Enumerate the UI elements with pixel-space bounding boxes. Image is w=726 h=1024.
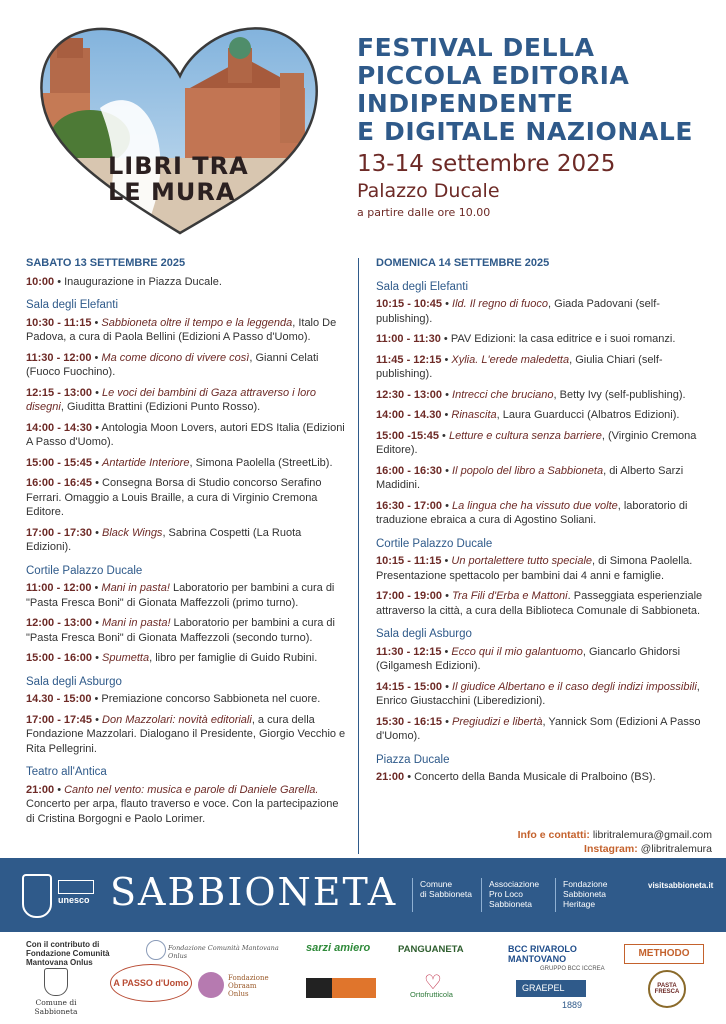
event-time: 10:15 - 11:15 — [376, 555, 442, 567]
event-time: 14.30 - 15:00 — [26, 693, 92, 705]
venue-heading: Sala degli Asburgo — [376, 628, 472, 640]
program-event: 17:00 - 17:45 • Don Mazzolari: novità editoriali, a cura della Fondazione Mazzolari. Dialogano il Presidente, Giorgio Vecchio e Rita Pellegrini. — [26, 713, 346, 755]
panguaneta-logo: PANGUANETA — [398, 944, 464, 955]
program-event: 15:30 - 16:15 • Pregiudizi e libertà, Yannick Som (Edizioni A Passo d'Uomo). — [376, 715, 701, 742]
event-title: Xylia. L'erede maledetta — [451, 353, 570, 366]
event-time: 10:15 - 10:45 — [376, 298, 443, 310]
banner-comune — [420, 879, 472, 899]
event-time: 17:00 - 19:00 — [376, 590, 443, 602]
event-title: Tra Fili d'Erba e Mattoni — [452, 590, 568, 602]
obraam-name: Fondazione Obraam Onlus — [228, 974, 269, 998]
event-time: 12:30 - 13:00 — [376, 388, 443, 401]
program-event: 14.30 - 15:00 • Premiazione concorso Sabbioneta nel cuore. — [26, 693, 321, 705]
event-title: Sabbioneta oltre il tempo e la leggenda — [101, 316, 293, 329]
website-link[interactable]: visitsabbioneta.it — [648, 881, 714, 890]
program-event: 11:45 - 12:15 • Xylia. L'erede maledetta, Giulia Chiari (self-publishing). — [376, 353, 663, 380]
banner-cell-line: Comune — [420, 879, 453, 889]
event-desc: , (Virginio Cremona Editore). — [376, 429, 697, 456]
logo-line-2: LE MURA — [108, 178, 236, 206]
column-divider — [358, 258, 359, 854]
contacts — [480, 828, 712, 856]
program-event: 10:15 - 11:15 • Un portalettere tutto speciale, di Simona Paolella. Presentazione spettacolo per bambini dai 4 anni e famiglie. — [376, 555, 693, 582]
program-event: 14:00 - 14:30 • Antologia Moon Lovers, autori EDS Italia (Edizioni A Passo d'Uomo). — [26, 421, 345, 448]
banner-separator — [481, 878, 482, 912]
event-time: 17:00 - 17:45 — [26, 713, 93, 726]
event-time: 10:30 - 11:15 — [26, 316, 92, 329]
sarzi-logo: sarzi amiero — [306, 942, 371, 954]
event-time: 11:00 - 11:30 — [376, 333, 441, 345]
title-line-2: PICCOLA EDITORIA — [357, 61, 630, 90]
event-time: 15:00 - 15:45 — [26, 456, 93, 469]
event-desc: , di Alberto Sarzi Madidini. — [376, 464, 684, 491]
event-desc: Premiazione concorso Sabbioneta nel cuore. — [101, 693, 321, 705]
event-desc: , libro per famiglie di Guido Rubini. — [149, 652, 318, 664]
obraam-logo-icon — [198, 972, 224, 998]
banner-cell-line: Associazione — [489, 879, 540, 889]
sabbioneta-crest-icon — [22, 874, 52, 918]
event-desc: , Simona Paolella (StreetLib). — [189, 456, 333, 469]
sunday-venues — [376, 280, 706, 785]
event-time: 11:30 - 12:00 — [26, 351, 92, 364]
event-title: Pregiudizi e libertà — [452, 715, 543, 728]
event-desc: , Giancarlo Ghidorsi (Gilgamesh Edizioni). — [376, 645, 681, 672]
event-desc: , Giada Padovani (self-publishing). — [376, 298, 660, 325]
event-title: Spumetta — [102, 652, 150, 664]
event-title: Il popolo del libro a Sabbioneta — [452, 464, 604, 477]
program-event: 11:30 - 12:15 • Ecco qui il mio galantuomo, Giancarlo Ghidorsi (Gilgamesh Edizioni). — [376, 645, 681, 672]
event-time: 16:30 - 17:00 — [376, 499, 443, 512]
event-title: Ecco qui il mio galantuomo — [451, 645, 583, 658]
event-time: 16:00 - 16:30 — [376, 464, 443, 477]
banner-separator — [412, 878, 413, 912]
bcc-group: GRUPPO BCC ICCREA — [540, 966, 605, 972]
banner-proloco — [489, 879, 539, 909]
program-event: 15:00 -15:45 • Letture e cultura senza barriere, (Virginio Cremona Editore). — [376, 429, 697, 456]
event-title: Mani in pasta! — [102, 617, 171, 629]
program-event: 15:00 - 16:00 • Spumetta, libro per famiglie di Guido Rubini. — [26, 652, 318, 664]
event-title: La lingua che ha vissuto due volte — [452, 499, 618, 512]
event-desc: . Passeggiata esperienziale attraverso la città, a cura della Biblioteca Comunale di Sabbioneta. — [376, 590, 703, 617]
graepel-year: 1889 — [562, 997, 586, 1014]
festival-start-time: a partire dalle ore 10.00 — [357, 206, 491, 219]
event-desc: , Gianni Celati (Fuoco Fuochino). — [26, 351, 319, 378]
banner-cell-line: di Sabbioneta — [420, 889, 472, 899]
event-desc: , a cura della Fondazione Mazzolari. Dialogano il Presidente, Giorgio Vecchio e Rita Pellegrini. — [26, 713, 346, 755]
instagram-handle[interactable]: @libritralemura — [640, 843, 712, 855]
event-time: 10:00 — [26, 275, 55, 288]
unesco-label: unesco — [58, 895, 90, 905]
event-desc: Concerto per arpa, flauto traverso e voce. Con la partecipazione di Cristina Borgogni e Paolo Lorimer. — [26, 798, 339, 825]
graepel-logo — [516, 980, 586, 1010]
unesco-temple-icon — [58, 880, 94, 894]
event-title: Intrecci che bruciano — [452, 388, 554, 401]
banner-cell-line: Heritage — [563, 899, 596, 909]
venue-heading: Sala degli Elefanti — [376, 280, 469, 293]
venue-heading: Teatro all'Antica — [26, 766, 107, 778]
sunday-program — [376, 256, 706, 791]
program-event: 11:00 - 11:30 • PAV Edizioni: la casa editrice e i suoi romanzi. — [376, 333, 676, 345]
program-event: 14:15 - 15:00 • Il giudice Albertano e il caso degli indizi impossibili, Enrico Giustacchini (Liberedizioni). — [376, 680, 700, 707]
event-desc: , Sabrina Cospetti (La Ruota Edizioni). — [26, 526, 302, 553]
sunday-heading: DOMENICA 14 SETTEMBRE 2025 — [376, 257, 550, 269]
event-time: 17:00 - 17:30 — [26, 526, 93, 539]
info-label: Info e contatti: — [517, 829, 590, 841]
dark-sponsor-logo — [306, 978, 376, 998]
program-event: 17:00 - 19:00 • Tra Fili d'Erba e Mattoni. Passeggiata esperienziale attraverso la città, a cura della Biblioteca Comunale di Sabbioneta. — [376, 590, 703, 617]
event-time: 15:00 - 16:00 — [26, 652, 93, 664]
program-event: 12:00 - 13:00 • Mani in pasta! Laboratorio per bambini a cura di "Pasta Fresca Boni" di Gionata Maffezzoli (secondo turno). — [26, 617, 335, 644]
event-title: Le voci dei bambini di Gaza attraverso i loro disegni — [26, 386, 317, 413]
event-desc: , Laura Guarducci (Albatros Edizioni). — [496, 409, 680, 421]
program-event: 12:30 - 13:00 • Intrecci che bruciano, Betty Ivy (self-publishing). — [376, 388, 686, 401]
title-line-4: E DIGITALE NAZIONALE — [357, 117, 694, 146]
banner-cell-line: Sabbioneta — [563, 889, 607, 899]
program-event: 16:30 - 17:00 • La lingua che ha vissuto due volte, laboratorio di traduzione ebraica a cura di Agostino Soliani. — [376, 499, 688, 526]
event-desc: , Giulia Chiari (self-publishing). — [376, 353, 663, 380]
event-title: Don Mazzolari: novità editoriali — [102, 713, 252, 726]
program-event: 16:00 - 16:30 • Il popolo del libro a Sabbioneta, di Alberto Sarzi Madidini. — [376, 464, 684, 491]
comune-crest-icon — [44, 968, 68, 996]
event-time: 14:00 - 14:30 — [26, 421, 93, 434]
banner-cell-line: Pro Loco — [489, 889, 524, 899]
event-desc: Consegna Borsa di Studio concorso Serafino Ferrari. Omaggio a Louis Braille, a cura di Virginio Cremona Editore. — [26, 477, 322, 518]
program-event: 16:00 - 16:45 • Consegna Borsa di Studio concorso Serafino Ferrari. Omaggio a Louis Braille, a cura di Virginio Cremona Editore. — [26, 477, 322, 518]
contrib-text: Con il contributo di Fondazione Comunità Mantovana Onlus — [26, 940, 110, 967]
methodo-logo: METHODO — [624, 944, 704, 964]
venue-heading: Piazza Ducale — [376, 753, 450, 766]
event-time: 15:30 - 16:15 — [376, 715, 443, 728]
logo-text — [108, 153, 268, 205]
venue-heading: Cortile Palazzo Ducale — [376, 537, 493, 550]
event-title: Ild. Il regno di fuoco — [452, 298, 549, 310]
event-time: 12:15 - 13:00 — [26, 386, 93, 399]
event-desc: , Betty Ivy (self-publishing). — [553, 388, 686, 401]
event-desc: , Italo De Padova, a cura di Paola Bellini (Edizioni A Passo d'Uomo). — [26, 316, 337, 343]
saturday-heading: SABATO 13 SETTEMBRE 2025 — [26, 257, 186, 269]
logo-line-1: LIBRI TRA — [108, 152, 249, 180]
festival-dates: 13-14 settembre 2025 — [357, 151, 616, 177]
event-time: 14:15 - 15:00 — [376, 680, 443, 693]
saturday-venues — [26, 298, 348, 826]
title-line-1: FESTIVAL DELLA — [357, 33, 595, 62]
contact-email[interactable]: libritralemura@gmail.com — [592, 829, 712, 841]
orange-block — [332, 978, 376, 998]
venue-heading: Sala degli Asburgo — [26, 675, 122, 688]
program-event: 14:00 - 14.30 • Rinascita, Laura Guarducci (Albatros Edizioni). — [376, 409, 680, 421]
event-time: 15:00 -15:45 — [376, 429, 439, 442]
heart-icon: ♡ — [424, 972, 442, 994]
event-title: Letture e cultura senza barriere — [448, 429, 602, 442]
festival-logo — [30, 18, 330, 248]
instagram-label: Instagram: — [584, 843, 638, 855]
event-title: Antartide Interiore — [102, 456, 190, 469]
event-desc: Concerto della Banda Musicale di Pralboino (BS). — [414, 771, 656, 783]
event-title: Canto nel vento: musica e parole di Daniele Garella. — [64, 783, 319, 796]
program-event: 21:00 • Canto nel vento: musica e parole di Daniele Garella. Concerto per arpa, flauto traverso e voce. Con la partecipazione di Cristina Borgogni e Paolo Lorimer. — [26, 783, 339, 825]
event-title: Mani in pasta! — [101, 582, 170, 594]
unesco-logo — [58, 880, 98, 905]
event-time: 21:00 — [376, 771, 405, 783]
festival-title — [357, 34, 717, 146]
event-time: 11:00 - 12:00 — [26, 582, 92, 594]
event-title: Ma come dicono di vivere così — [101, 351, 250, 364]
event-time: 11:30 - 12:15 — [376, 645, 442, 658]
program-event: 12:15 - 13:00 • Le voci dei bambini di Gaza attraverso i loro disegni, Giuditta Brattini (Edizioni Punto Rosso). — [26, 386, 317, 413]
saturday-program — [26, 256, 348, 832]
passo-logo: A PASSO d'Uomo — [110, 964, 192, 1002]
event-desc: Laboratorio per bambini a cura di "Pasta Fresca Boni" di Gionata Maffezzoli (secondo turno). — [26, 617, 335, 644]
pasta-fresca-logo: PASTA FRESCA — [648, 970, 686, 1008]
banner-heritage — [563, 879, 607, 909]
city-name: SABBIONETA — [110, 870, 398, 914]
program-event: 11:00 - 12:00 • Mani in pasta! Laboratorio per bambini a cura di "Pasta Fresca Boni" di Gionata Maffezzoli (primo turno). — [26, 582, 335, 609]
event-title: Black Wings — [102, 526, 163, 539]
fcm-name: Fondazione Comunità Mantovana Onlus — [168, 944, 279, 960]
comune-name: Comune di Sabbioneta — [34, 998, 78, 1016]
festival-venue: Palazzo Ducale — [357, 180, 500, 202]
banner-cell-line: Fondazione — [563, 879, 608, 889]
event-desc: , di Simona Paolella. Presentazione spettacolo per bambini dai 4 anni e famiglie. — [376, 555, 693, 582]
event-time: 16:00 - 16:45 — [26, 477, 93, 489]
heart-illustration — [30, 18, 330, 248]
venue-heading: Sala degli Elefanti — [26, 299, 119, 311]
program-event: 15:00 - 15:45 • Antartide Interiore, Simona Paolella (StreetLib). — [26, 456, 333, 469]
program-event: 17:00 - 17:30 • Black Wings, Sabrina Cospetti (La Ruota Edizioni). — [26, 526, 302, 553]
venue-heading: Cortile Palazzo Ducale — [26, 564, 143, 577]
event-desc: , Enrico Giustacchini (Liberedizioni). — [376, 680, 700, 707]
event-desc: , Yannick Som (Edizioni A Passo d'Uomo). — [376, 715, 701, 742]
event-desc: PAV Edizioni: la casa editrice e i suoi romanzi. — [450, 333, 676, 345]
program-event: 21:00 • Concerto della Banda Musicale di Pralboino (BS). — [376, 771, 656, 783]
program-event: 10:30 - 11:15 • Sabbioneta oltre il tempo e la leggenda, Italo De Padova, a cura di Paola Bellini (Edizioni A Passo d'Uomo). — [26, 316, 337, 343]
event-time: 12:00 - 13:00 — [26, 617, 93, 629]
event-time: 14:00 - 14.30 — [376, 409, 442, 421]
event-title: Il giudice Albertano e il caso degli indizi impossibili — [452, 680, 697, 693]
graepel-name: GRAEPEL — [522, 983, 565, 993]
program-event: 10:15 - 10:45 • Ild. Il regno di fuoco, Giada Padovani (self-publishing). — [376, 298, 660, 325]
title-line-3: INDIPENDENTE — [357, 89, 574, 118]
event-desc: , laboratorio di traduzione ebraica a cura di Agostino Soliani. — [376, 499, 688, 526]
opening-event: 10:00 • Inaugurazione in Piazza Ducale. — [26, 275, 222, 288]
fcm-logo-icon — [146, 940, 166, 960]
event-title: Un portalettere tutto speciale — [451, 555, 593, 567]
program-event: 11:30 - 12:00 • Ma come dicono di vivere così, Gianni Celati (Fuoco Fuochino). — [26, 351, 319, 378]
event-desc: Laboratorio per bambini a cura di "Pasta Fresca Boni" di Gionata Maffezzoli (primo turno). — [26, 582, 335, 609]
event-title: Rinascita — [451, 409, 497, 421]
event-desc: , Giuditta Brattini (Edizioni Punto Rosso). — [60, 401, 261, 413]
ortofrutticola-logo: Ortofrutticola — [410, 990, 453, 999]
event-desc: Antologia Moon Lovers, autori EDS Italia (Edizioni A Passo d'Uomo). — [26, 421, 345, 448]
event-time: 11:45 - 12:15 — [376, 353, 442, 366]
bcc-logo: BCC RIVAROLO MANTOVANO — [508, 944, 577, 964]
banner-separator — [555, 878, 556, 912]
banner-cell-line: Sabbioneta — [489, 899, 533, 909]
event-desc: Inaugurazione in Piazza Ducale. — [64, 275, 222, 288]
event-time: 21:00 — [26, 783, 55, 796]
